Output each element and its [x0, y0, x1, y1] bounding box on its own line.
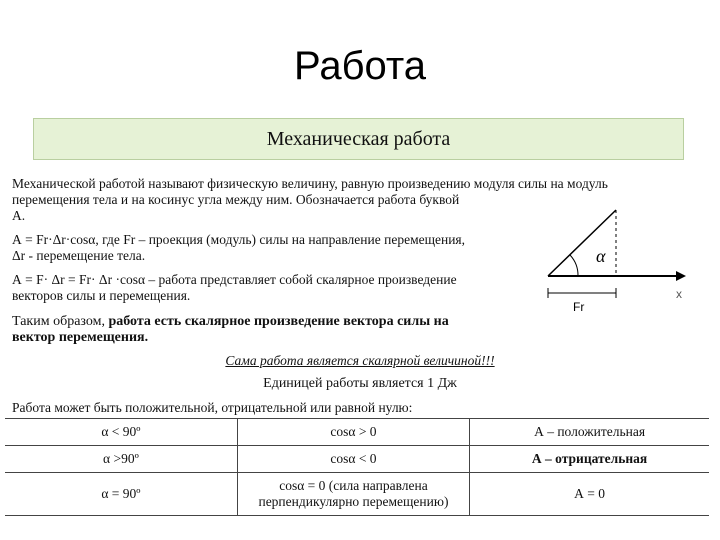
table-cell-result: А = 0: [470, 473, 709, 516]
scalar-note: [0, 353, 720, 369]
conclusion-bold: работа есть скалярное произведение вектора силы на: [108, 314, 449, 329]
work-sign-table: [5, 418, 709, 516]
definition-line-2: перемещения тела и на косинус угла между ним. Обозначается работа буквой: [12, 192, 460, 207]
axis-arrowhead: [676, 271, 686, 281]
table-cell-result: А – отрицательная: [470, 446, 709, 473]
table-row: [5, 446, 709, 473]
definition-line-3: А.: [12, 208, 26, 223]
table-cell-cos: cosα > 0: [237, 419, 469, 446]
formula1-line-1: А = Fr·Δr·cosα, где Fr – проекция (модуль) силы на направление перемещения,: [12, 232, 466, 247]
table-cell-angle: α >90º: [5, 446, 237, 473]
table-cell-angle: α = 90º: [5, 473, 237, 516]
table-cell-cos-line-2: перпендикулярно перемещению): [258, 494, 449, 509]
unit-note: Единицей работы является 1 Дж: [263, 376, 457, 391]
angle-arc: [570, 255, 578, 276]
table-cell-cos: [237, 473, 469, 516]
table-cell-angle: α < 90º: [5, 419, 237, 446]
formula2-line-2: векторов силы и перемещения.: [12, 288, 191, 303]
x-axis-label: x: [676, 287, 682, 301]
force-diagram: [540, 200, 690, 315]
subtitle-banner: [33, 118, 684, 160]
formula2-line-1: А = F· Δr = Fr· Δr ·cosα – работа представляет собой скалярное произведение: [12, 272, 457, 287]
conclusion-plain: Таким образом,: [12, 314, 109, 329]
force-vector-line: [548, 210, 616, 276]
definition-line-1: Механической работой называют физическую величину, равную произведению модуля силы на модуль: [12, 176, 608, 191]
scalar-note-text: Сама работа является скалярной величиной!!!: [225, 353, 495, 368]
conclusion-line-2: [12, 330, 148, 346]
table-cell-result: А – положительная: [470, 419, 709, 446]
fr-label: Fr: [573, 300, 585, 314]
sign-note: Работа может быть положительной, отрицательной или равной нулю:: [12, 400, 413, 415]
subtitle-text: Механическая работа: [266, 128, 451, 150]
table-row: [5, 473, 709, 516]
table-row: [5, 419, 709, 446]
slide-title: Работа: [294, 44, 426, 88]
angle-label: α: [596, 246, 606, 266]
table-cell-cos: cosα < 0: [237, 446, 469, 473]
conclusion-bold-2: вектор перемещения.: [12, 330, 149, 345]
table-cell-cos-line-1: cosα = 0 (сила направлена: [279, 478, 428, 493]
formula1-line-2: Δr - перемещение тела.: [12, 248, 146, 263]
conclusion-line-1: [12, 314, 449, 330]
